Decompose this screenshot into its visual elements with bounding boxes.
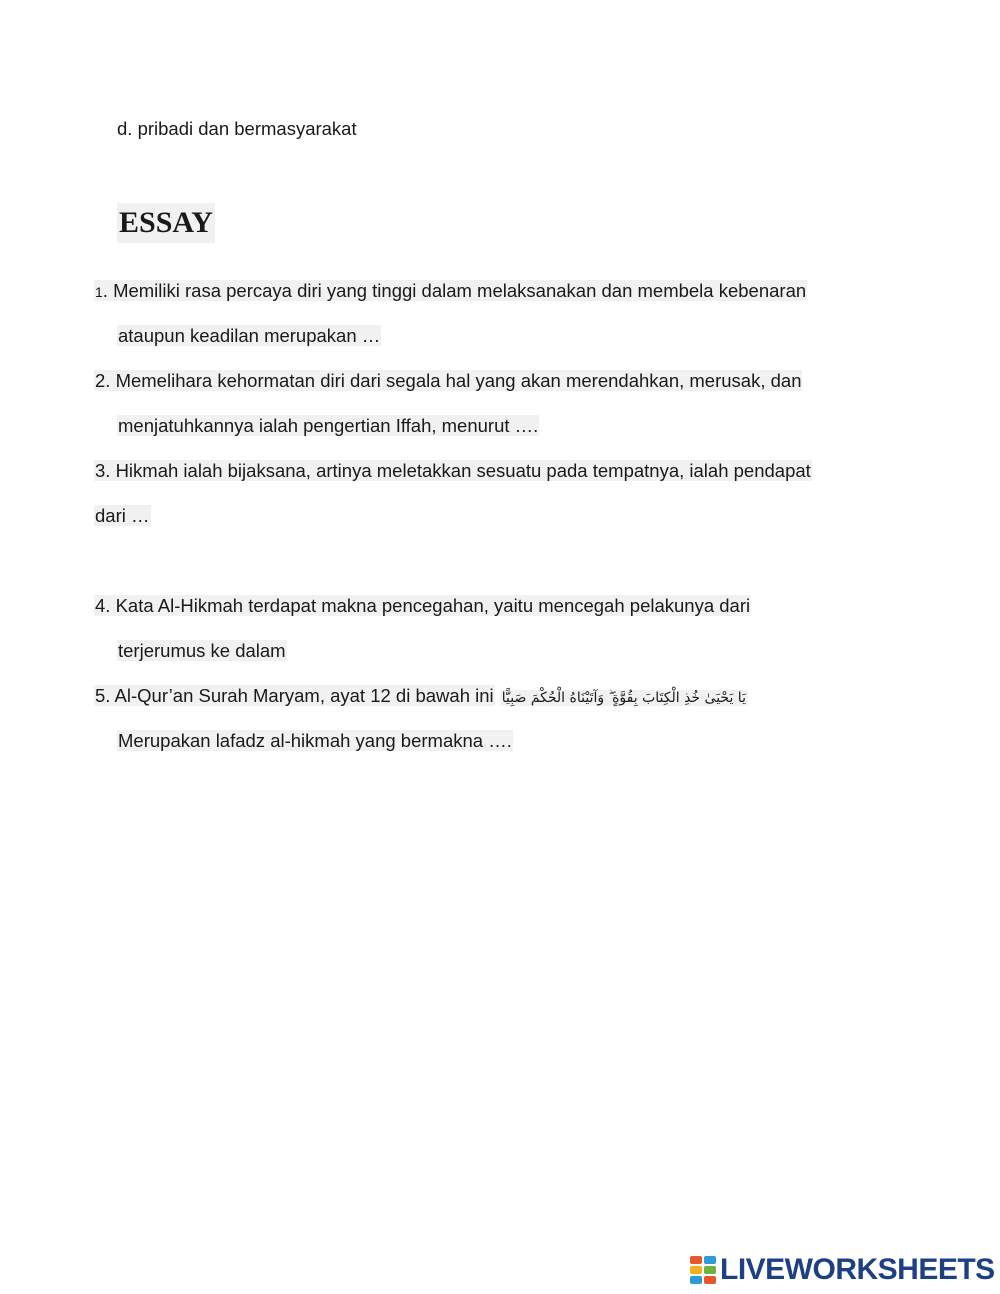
question-5-line-2: [117, 729, 513, 753]
liveworksheets-logo-icon: [690, 1256, 716, 1284]
option-d-text: d. pribadi dan bermasyarakat: [117, 118, 357, 139]
liveworksheets-wordmark: LIVEWORKSHEETS: [720, 1253, 995, 1286]
question-2-line-1: [94, 369, 802, 393]
section-heading: ESSAY: [117, 203, 215, 243]
question-5-arabic-verse: يَا يَحْيَىٰ خُذِ الْكِتَابَ بِقُوَّةٍ ۖ وَآتَيْنَاهُ الْحُكْمَ صَبِيًّا: [501, 690, 746, 706]
question-3-text: 3. Hikmah ialah bijaksana, artinya meletakkan sesuatu pada tempatnya, ialah pendapat: [95, 460, 811, 481]
question-4-text-continued: terjerumus ke dalam: [118, 640, 286, 661]
question-1-text-continued: ataupun keadilan merupakan …: [118, 325, 381, 346]
question-1-line-1: [94, 279, 807, 304]
question-4-line-2: [117, 639, 287, 663]
question-5-line-1: [94, 684, 748, 710]
question-2-line-2: [117, 414, 539, 438]
question-2-text: 2. Memelihara kehormatan diri dari segala hal yang akan merendahkan, merusak, dan: [95, 370, 802, 391]
liveworksheets-brand: [690, 1253, 995, 1287]
question-3-line-2: [94, 504, 151, 528]
question-4-text: 4. Kata Al-Hikmah terdapat makna pencegahan, yaitu mencegah pelakunya dari: [95, 595, 751, 616]
option-d: [117, 117, 357, 141]
question-1-number: 1: [95, 284, 103, 300]
question-3-line-1: [94, 459, 812, 483]
question-4-line-1: [94, 594, 751, 618]
question-1-text: . Memiliki rasa percaya diri yang tinggi dalam melaksanakan dan membela kebenaran: [102, 280, 807, 301]
question-5-text-continued: Merupakan lafadz al-hikmah yang bermakna ….: [118, 730, 512, 751]
question-3-text-continued: dari …: [95, 505, 150, 526]
question-2-text-continued: menjatuhkannya ialah pengertian Iffah, menurut ….: [118, 415, 539, 436]
question-1-line-2: [117, 324, 381, 348]
question-5-text: 5. Al-Qur’an Surah Maryam, ayat 12 di bawah ini: [95, 685, 494, 706]
